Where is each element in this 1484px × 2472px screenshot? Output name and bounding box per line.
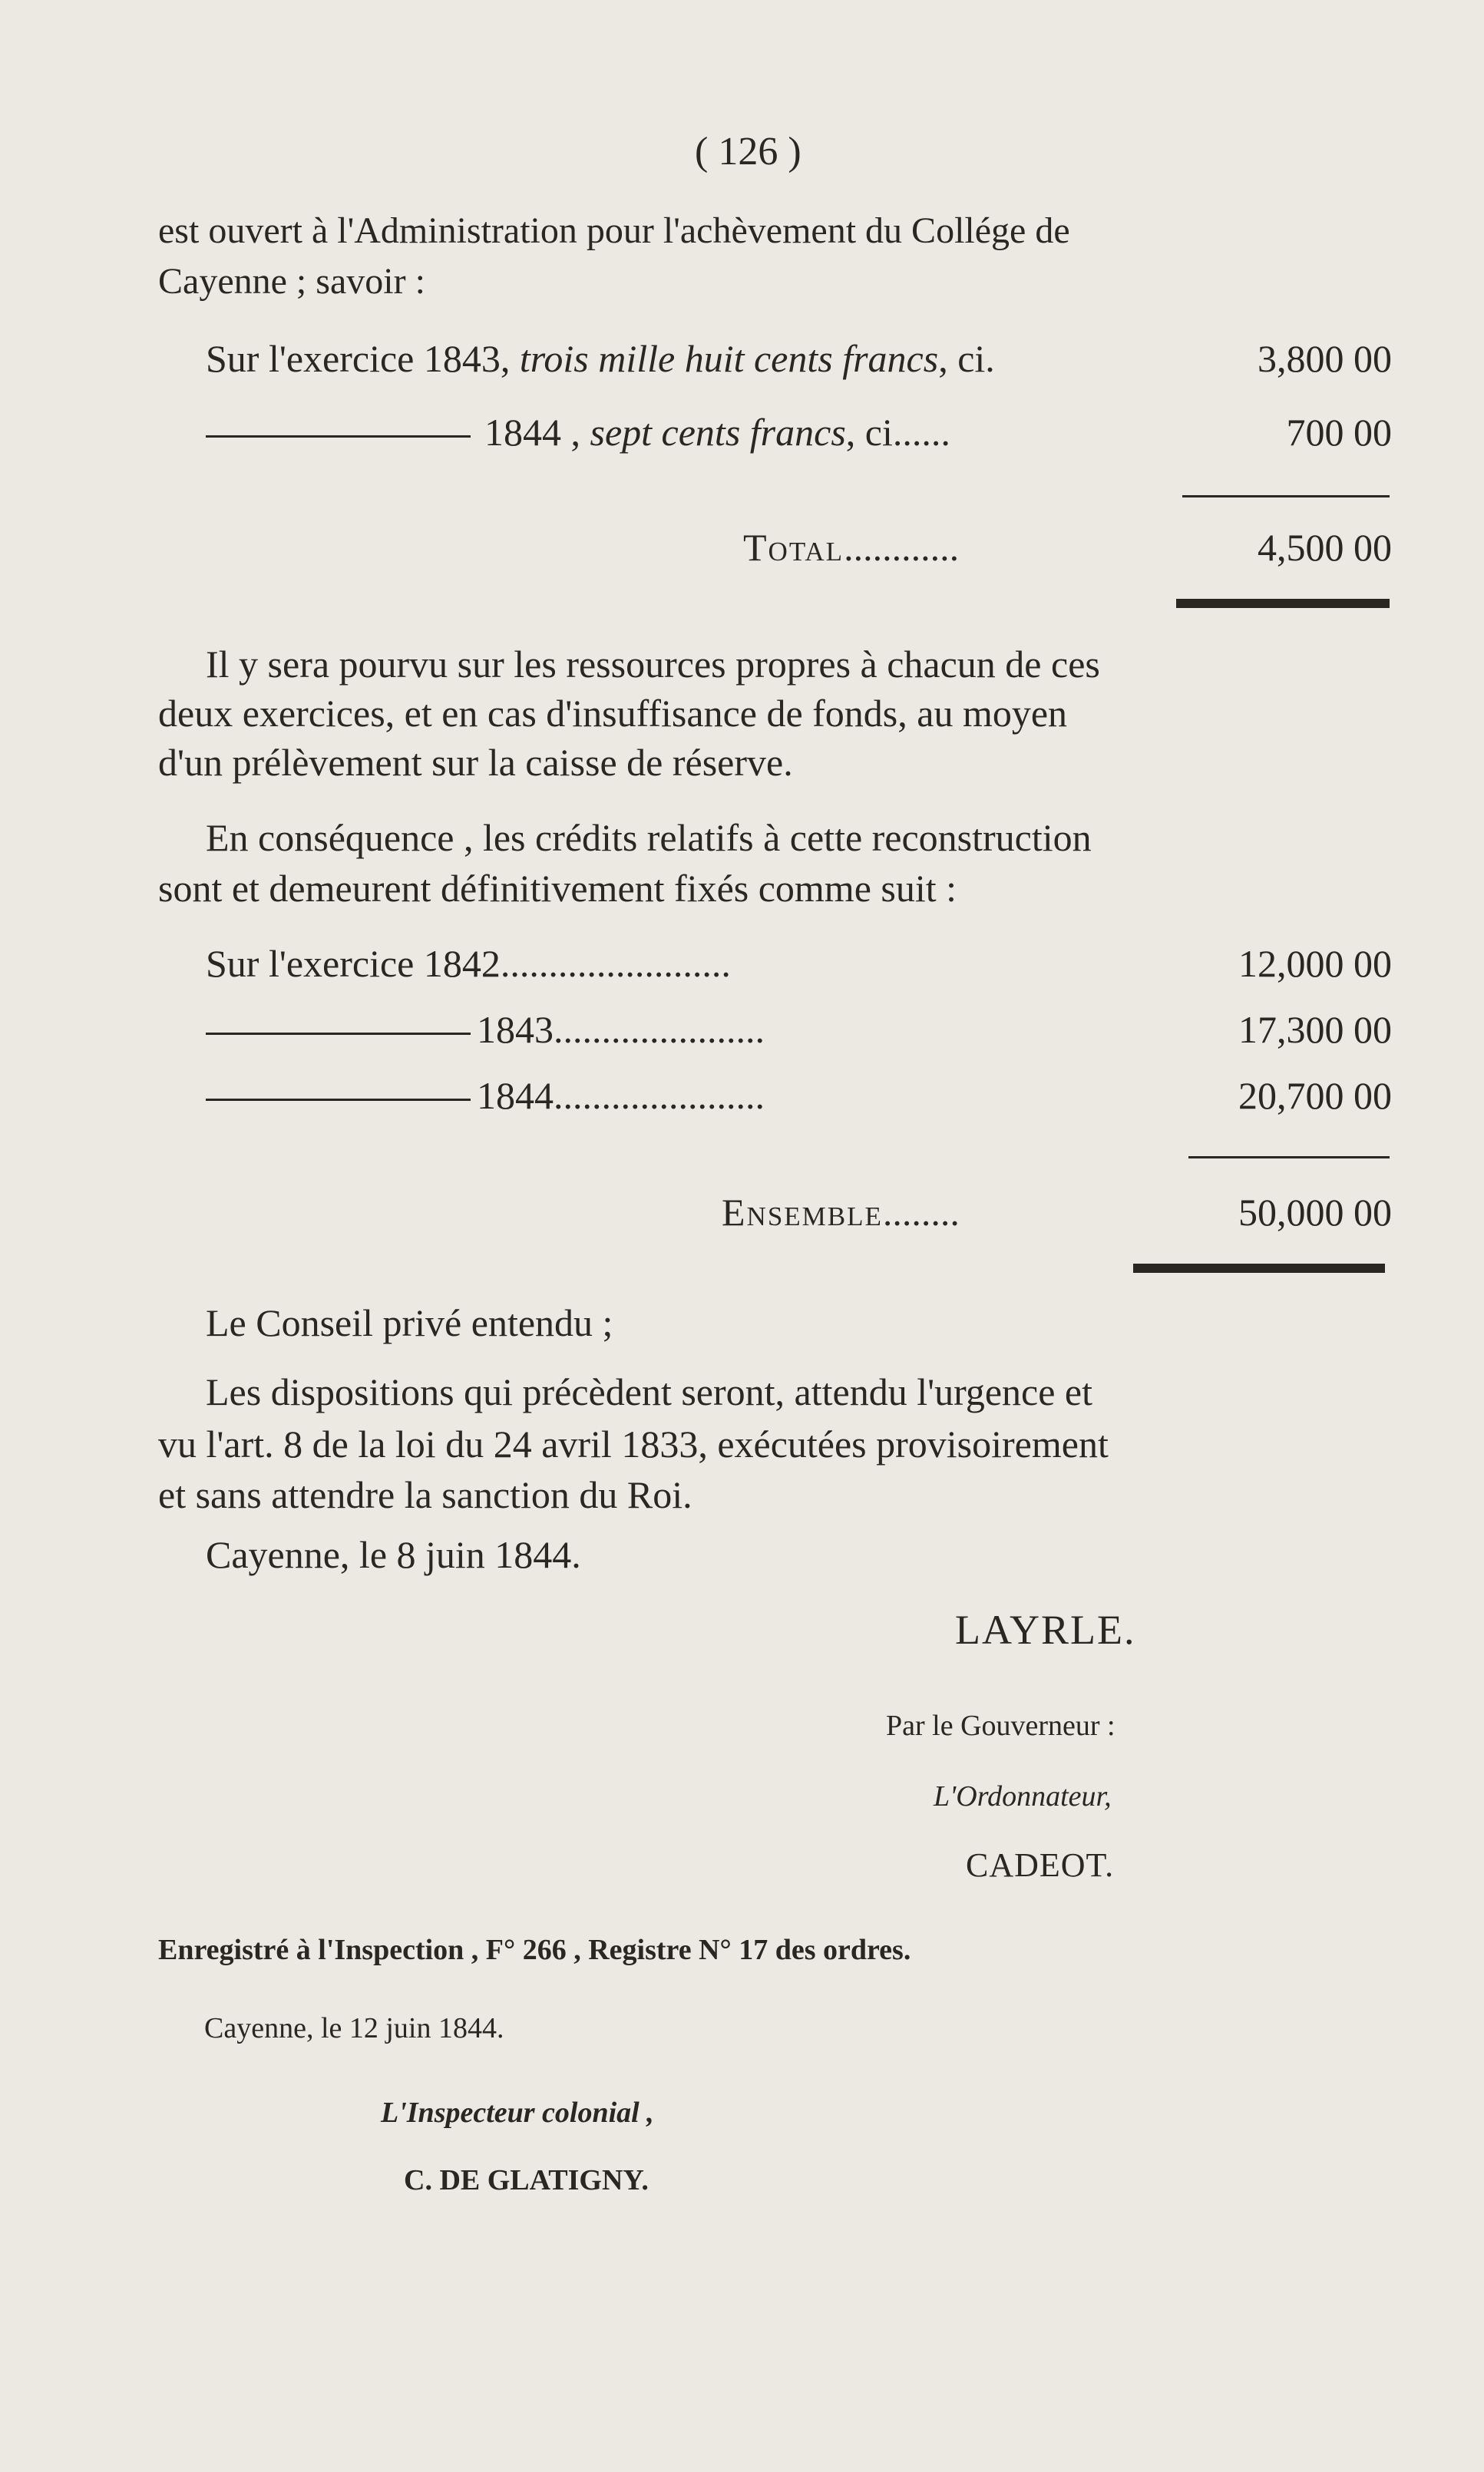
fixed-amount-1844: 20,700 00 bbox=[1238, 1074, 1392, 1117]
sum-rule bbox=[1188, 1156, 1390, 1158]
total-double-rule bbox=[1176, 599, 1390, 608]
closing-line-1: Le Conseil privé entendu ; bbox=[206, 1301, 613, 1344]
credit-amount-1844: 700 00 bbox=[1286, 411, 1392, 454]
paragraph-2-line-2: sont et demeurent définitivement fixés comme suit : bbox=[158, 867, 957, 910]
fixed-amount-1842: 12,000 00 bbox=[1238, 942, 1392, 985]
fixed-credit-1844: 1844...................... bbox=[206, 1070, 765, 1121]
ordonnateur-title: L'Ordonnateur, bbox=[934, 1780, 1112, 1813]
inspector-title: L'Inspecteur colonial , bbox=[381, 2097, 654, 2129]
fixed-amount-1843: 17,300 00 bbox=[1238, 1008, 1392, 1051]
paragraph-2-line-1: En conséquence , les crédits relatifs à cette reconstruction bbox=[206, 816, 1092, 859]
page-number: ( 126 ) bbox=[695, 130, 801, 174]
ordonnateur-name: CADEOT. bbox=[966, 1846, 1115, 1884]
governor-signature: LAYRLE. bbox=[955, 1607, 1136, 1653]
by-governor: Par le Gouverneur : bbox=[886, 1710, 1115, 1742]
ensemble-row: Ensemble........ bbox=[722, 1191, 960, 1234]
total-row: Total............ bbox=[743, 526, 960, 569]
fixed-credit-1843: 1843...................... bbox=[206, 1004, 765, 1055]
credit-row-1844: 1844 , sept cents francs, ci...... bbox=[206, 407, 950, 458]
ensemble-double-rule bbox=[1133, 1264, 1385, 1273]
closing-line-3: vu l'art. 8 de la loi du 24 avril 1833, exécutées provisoirement bbox=[158, 1423, 1109, 1466]
sum-rule bbox=[1182, 495, 1390, 497]
paragraph-1-line-2: deux exercices, et en cas d'insuffisance de fonds, au moyen bbox=[158, 692, 1068, 735]
ditto-dash bbox=[206, 1033, 471, 1035]
credit-row-1843: Sur l'exercice 1843, trois mille huit cents francs, ci. bbox=[206, 337, 995, 380]
registration-date: Cayenne, le 12 juin 1844. bbox=[204, 2012, 504, 2044]
registration-line: Enregistré à l'Inspection , F° 266 , Registre N° 17 des ordres. bbox=[158, 1934, 911, 1966]
inspector-name: C. DE GLATIGNY. bbox=[404, 2164, 649, 2196]
paragraph-1-line-1: Il y sera pourvu sur les ressources propres à chacun de ces bbox=[206, 643, 1100, 686]
ditto-dash bbox=[206, 435, 471, 438]
ensemble-amount: 50,000 00 bbox=[1238, 1191, 1392, 1234]
intro-line-2: Cayenne ; savoir : bbox=[158, 261, 425, 302]
intro-line-1: est ouvert à l'Administration pour l'achèvement du Collége de bbox=[158, 210, 1070, 251]
fixed-credit-1842: Sur l'exercice 1842........................ bbox=[206, 942, 731, 985]
ditto-dash bbox=[206, 1099, 471, 1101]
credit-amount-1843: 3,800 00 bbox=[1258, 337, 1392, 380]
closing-date: Cayenne, le 8 juin 1844. bbox=[206, 1533, 581, 1576]
closing-line-2: Les dispositions qui précèdent seront, attendu l'urgence et bbox=[206, 1370, 1093, 1413]
paragraph-1-line-3: d'un prélèvement sur la caisse de réserve. bbox=[158, 741, 793, 784]
total-amount: 4,500 00 bbox=[1258, 526, 1392, 569]
closing-line-4: et sans attendre la sanction du Roi. bbox=[158, 1473, 692, 1516]
